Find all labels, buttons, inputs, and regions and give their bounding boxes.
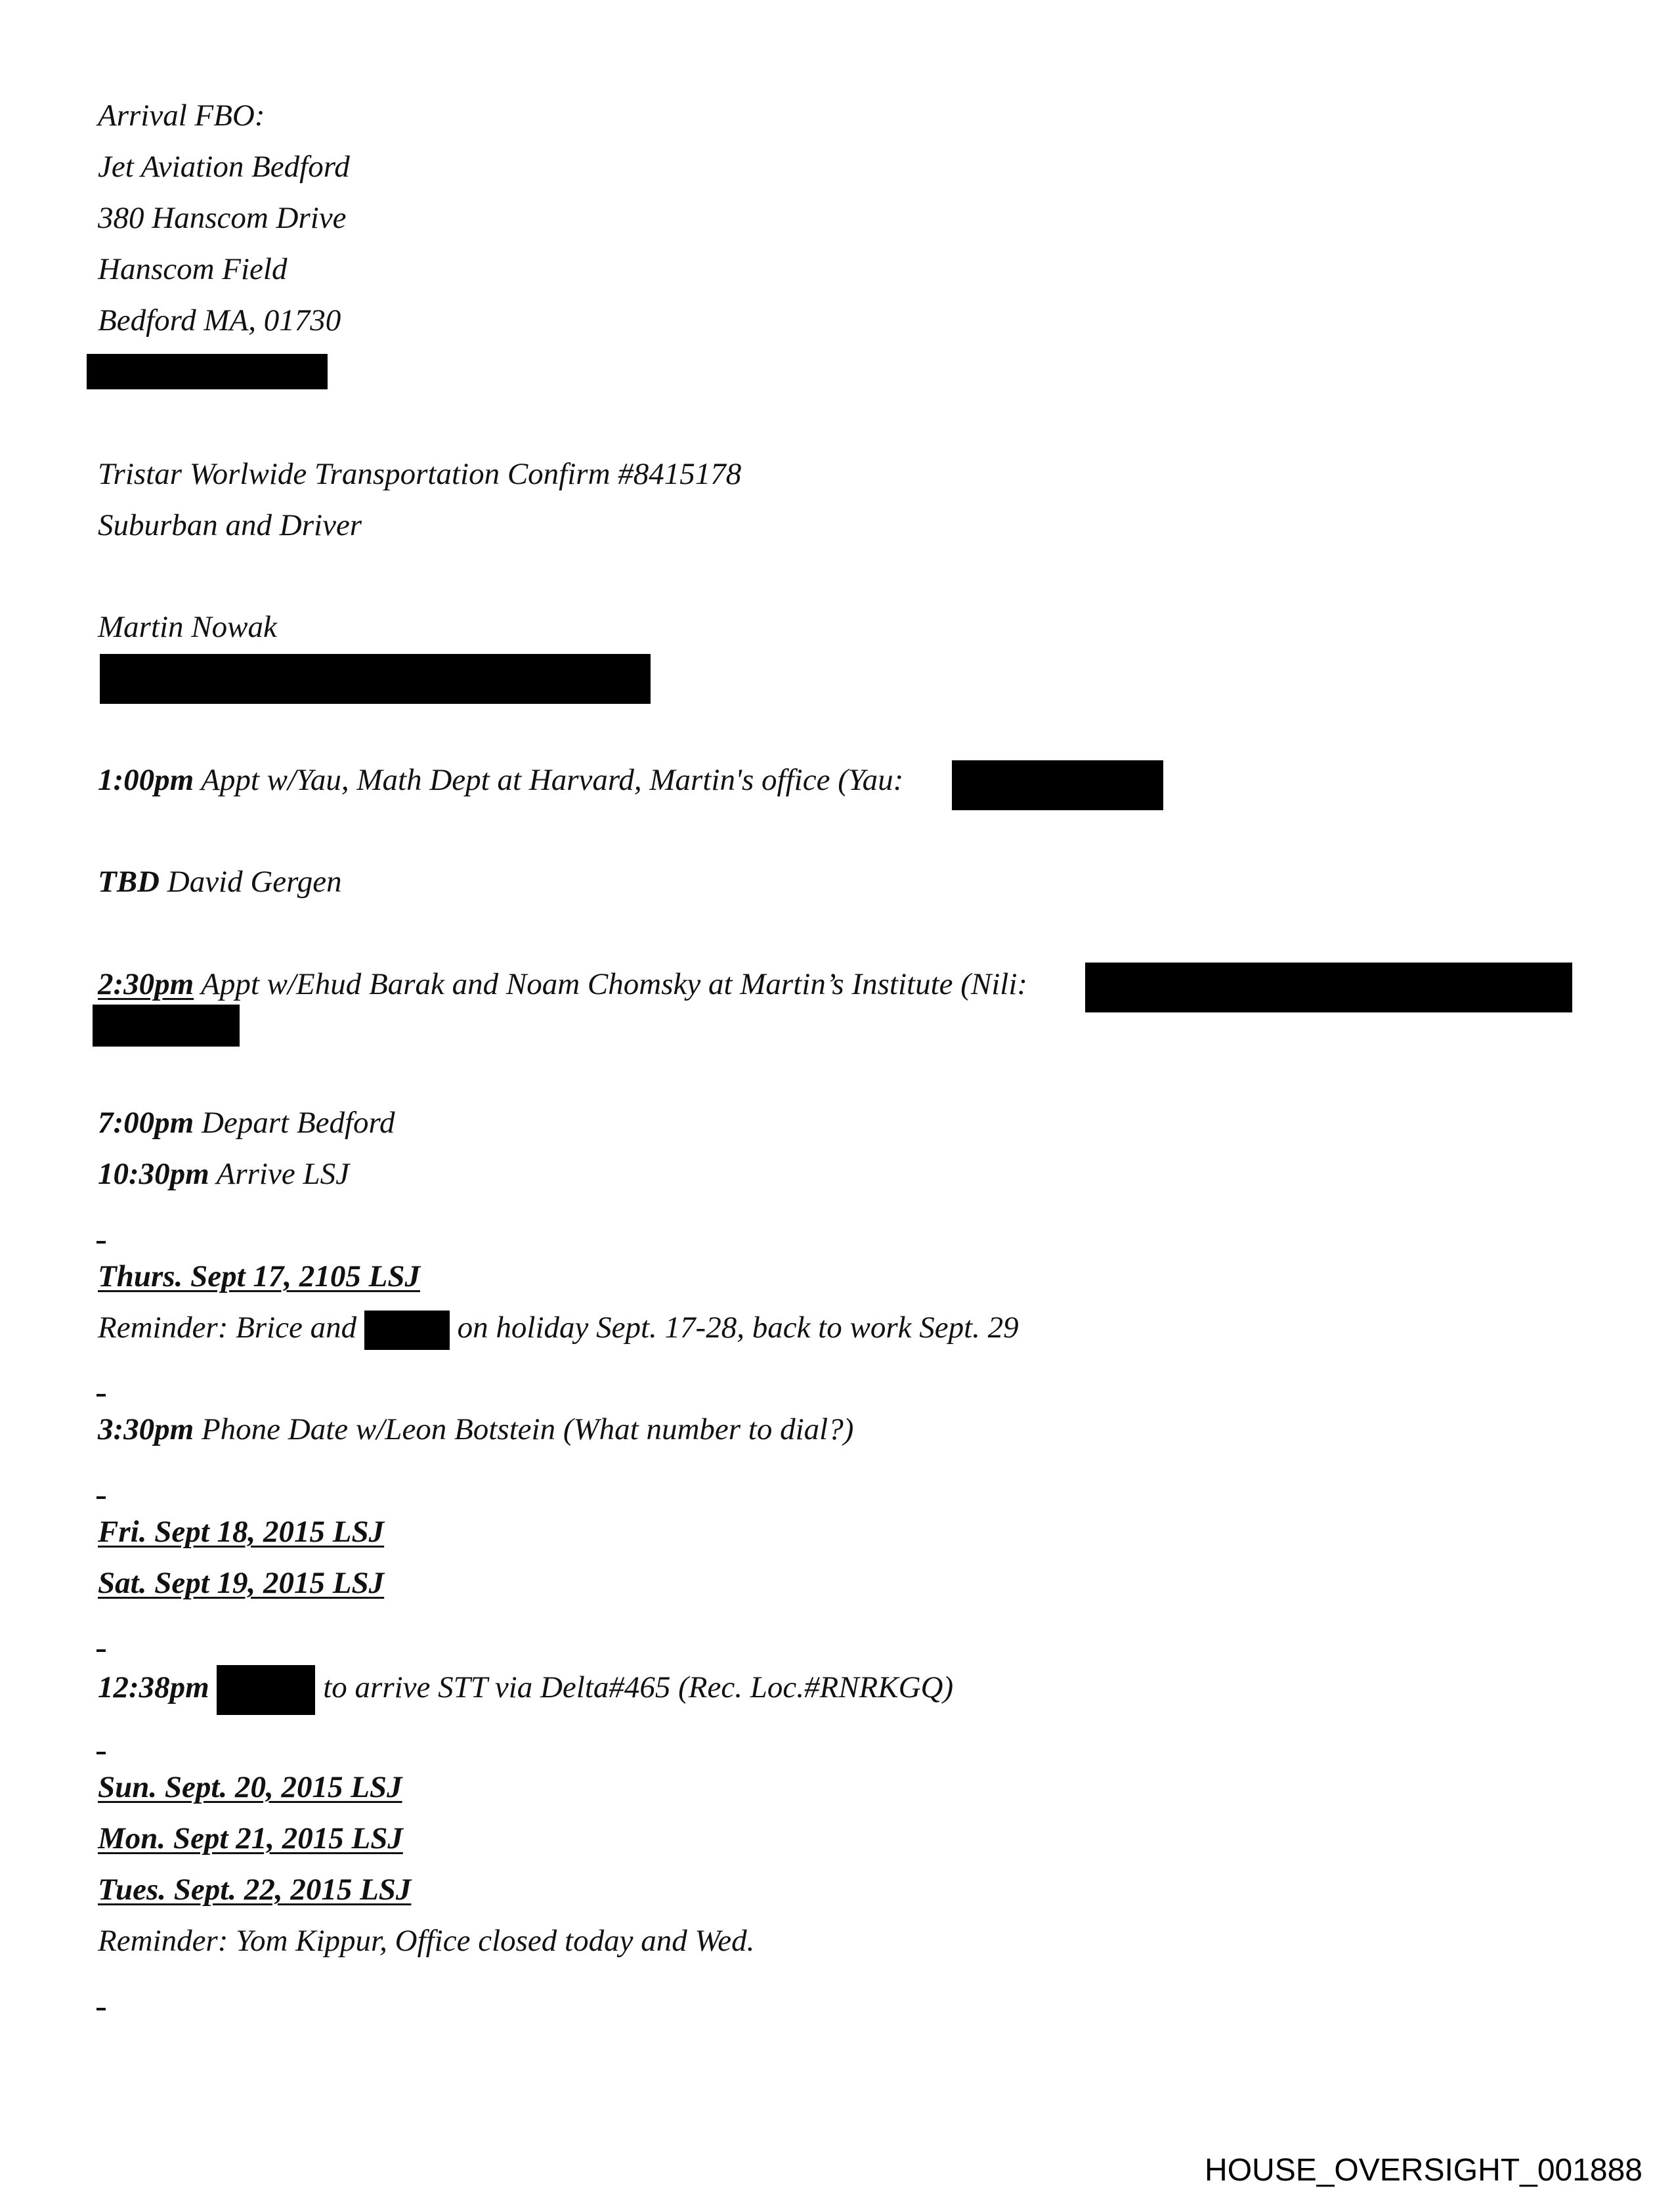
reminder-text: on holiday Sept. 17-28, back to work Sept. 29 xyxy=(457,1311,1019,1345)
arrival-fbo-heading: Arrival FBO: xyxy=(98,98,265,133)
appointment-text: David Gergen xyxy=(167,865,342,899)
contact-name: Martin Nowak xyxy=(98,610,277,644)
reminder-line: Reminder: Yom Kippur, Office closed today and Wed. xyxy=(98,1924,755,1958)
redaction-box xyxy=(87,354,328,389)
day-heading: Fri. Sept 18, 2015 LSJ xyxy=(98,1515,385,1549)
day-heading: Mon. Sept 21, 2015 LSJ xyxy=(98,1821,403,1855)
appointment-line xyxy=(98,965,1027,1004)
section-divider xyxy=(97,1752,106,1754)
appointment-time: 1:00pm xyxy=(98,763,194,797)
appointment-text: to arrive STT via Delta#465 (Rec. Loc.#RNRKGQ) xyxy=(323,1670,954,1704)
redaction-box xyxy=(1085,963,1572,1012)
appointment-text: Phone Date w/Leon Botstein (What number to dial?) xyxy=(201,1412,854,1446)
transport-vehicle: Suburban and Driver xyxy=(98,508,362,542)
day-heading: Tues. Sept. 22, 2015 LSJ xyxy=(98,1873,412,1907)
appointment-line xyxy=(98,1410,853,1449)
appointment-time: 7:00pm xyxy=(98,1106,194,1140)
day-heading: Sat. Sept 19, 2015 LSJ xyxy=(98,1566,385,1600)
appointment-text: Depart Bedford xyxy=(201,1106,395,1140)
redaction-box xyxy=(93,1005,240,1047)
appointment-line xyxy=(98,1154,349,1194)
appointment-time: TBD xyxy=(98,865,160,899)
day-heading: Sun. Sept. 20, 2015 LSJ xyxy=(98,1770,402,1804)
transport-confirm: Tristar Worlwide Transportation Confirm #8415178 xyxy=(98,457,742,491)
appointment-line xyxy=(98,1665,953,1715)
appointment-text: Appt w/Ehud Barak and Noam Chomsky at Martin’s Institute (Nili: xyxy=(201,967,1028,1001)
fbo-city: Bedford MA, 01730 xyxy=(98,303,341,337)
appointment-line xyxy=(98,1103,395,1142)
fbo-field: Hanscom Field xyxy=(98,252,288,286)
appointment-time: 2:30pm xyxy=(98,967,194,1001)
redaction-box xyxy=(395,654,651,704)
appointment-time: 10:30pm xyxy=(98,1157,209,1191)
section-divider xyxy=(97,1649,106,1652)
appointment-line xyxy=(98,760,903,800)
redaction-box xyxy=(217,1665,315,1715)
section-divider xyxy=(97,1394,106,1397)
section-divider xyxy=(97,1496,106,1499)
fbo-name: Jet Aviation Bedford xyxy=(98,150,350,184)
appointment-time: 12:38pm xyxy=(98,1670,209,1704)
section-divider xyxy=(97,2008,106,2010)
reminder-text: Reminder: Brice and xyxy=(98,1311,357,1345)
section-divider xyxy=(97,1241,106,1244)
redaction-box xyxy=(364,1311,450,1350)
fbo-street: 380 Hanscom Drive xyxy=(98,201,347,235)
redaction-box xyxy=(100,654,395,704)
day-heading: Thurs. Sept 17, 2105 LSJ xyxy=(98,1259,420,1293)
appointment-line xyxy=(98,862,342,901)
bates-number: HOUSE_OVERSIGHT_001888 xyxy=(1205,2153,1642,2188)
reminder-line xyxy=(98,1308,1019,1350)
appointment-text: Appt w/Yau, Math Dept at Harvard, Martin's office (Yau: xyxy=(201,763,904,797)
appointment-time: 3:30pm xyxy=(98,1412,194,1446)
appointment-text: Arrive LSJ xyxy=(216,1157,349,1191)
redaction-box xyxy=(952,760,1163,810)
